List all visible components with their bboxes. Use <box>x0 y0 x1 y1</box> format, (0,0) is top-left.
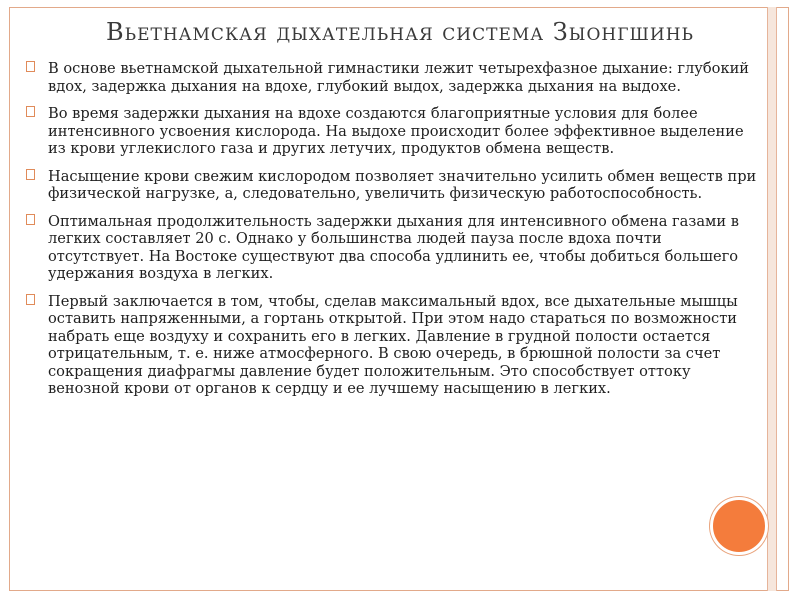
slide-title: Вьетнамская дыхательная система Зыонгшинь <box>105 18 694 46</box>
bullet-text: Первый заключается в том, чтобы, сделав максимальный вдох, все дыхательные мышцы оставить напряженными, а гортань открытой. При этом надо стараться по возможности набрать еще воздуху и сохранить его в легких. Давление в грудной полости остается отрицательным, т. е. ниже атмосферного. В свою очередь, в брюшной полости за счет сокращения диафрагмы давление будет положительным. Это способствует оттоку венозной крови от органов к сердцу и ее лучшему насыщению в легких. <box>48 292 738 397</box>
bullet-item <box>26 213 761 283</box>
bullet-list <box>26 60 761 408</box>
bullet-text: В основе вьетнамской дыхательной гимнастики лежит четырехфазное дыхание: глубокий вдох, задержка дыхания на вдохе, глубокий выдох, задержка дыхания на выдохе. <box>48 60 750 95</box>
bullet-item <box>26 293 761 398</box>
right-decorative-bar <box>767 7 777 591</box>
bullet-text: Во время задержки дыхания на вдохе создаются благоприятные условия для более интенсивного усвоения кислорода. На выдохе происходит более эффективное выделение из крови углекислого газа и других летучих, продуктов обмена веществ. <box>48 105 744 157</box>
orange-circle-icon <box>710 497 768 555</box>
bullet-text: Насыщение крови свежим кислородом позволяет значительно усилить обмен веществ при физической нагрузке, а, следовательно, увеличить физическую работоспособность. <box>48 167 757 202</box>
bullet-item <box>26 105 761 158</box>
square-bullet-icon <box>26 169 35 180</box>
square-bullet-icon <box>26 294 35 305</box>
square-bullet-icon <box>26 214 35 225</box>
bullet-text: Оптимальная продолжительность задержки дыхания для интенсивного обмена газами в легких составляет 20 с. Однако у большинства людей пауза после вдоха почти отсутствует. На Востоке существуют два способа удлинить ее, чтобы добиться большего удержания воздуха в легких. <box>48 212 739 282</box>
bullet-item <box>26 60 761 95</box>
square-bullet-icon <box>26 61 35 72</box>
square-bullet-icon <box>26 106 35 117</box>
bullet-item <box>26 168 761 203</box>
